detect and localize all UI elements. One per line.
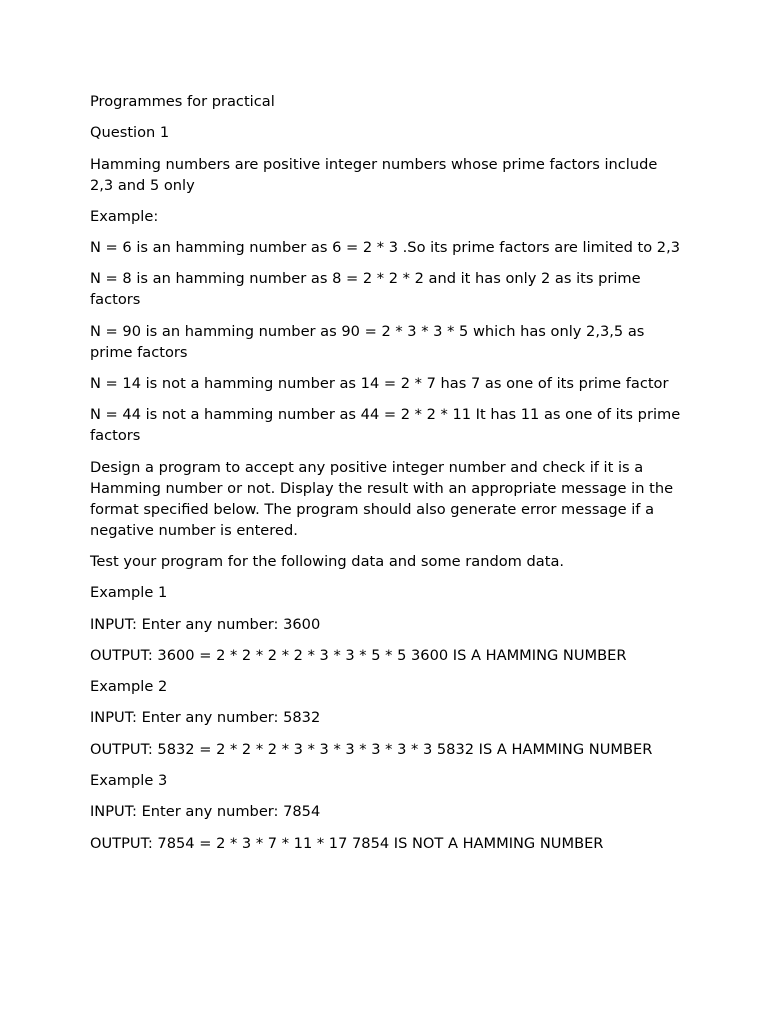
example-output: OUTPUT: 7854 = 2 * 3 * 7 * 11 * 17 7854 IS NOT A HAMMING NUMBER [90,834,604,852]
example-input: INPUT: Enter any number: 3600 [90,615,321,633]
example-paragraph: N = 44 is not a hamming number as 44 = 2 * 2 * 11 It has 11 as one of its prime factors [90,406,681,445]
example-label: Example: [90,207,159,225]
definition-paragraph: Hamming numbers are positive integer numbers whose prime factors include 2,3 and 5 only [90,155,658,194]
document-title: Programmes for practical [90,93,275,110]
example-paragraph: N = 14 is not a hamming number as 14 = 2 * 7 has 7 as one of its prime factor [90,375,669,393]
example-paragraph: N = 8 is an hamming number as 8 = 2 * 2 * 2 and it has only 2 as its prime factors [90,270,641,309]
document-page [90,91,682,864]
example-heading: Example 2 [90,678,168,696]
test-instruction: Test your program for the following data and some random data. [90,552,565,570]
example-input: INPUT: Enter any number: 5832 [90,709,321,727]
question-heading: Question 1 [90,124,170,142]
example-paragraph: N = 90 is an hamming number as 90 = 2 * 3 * 3 * 5 which has only 2,3,5 as prime factors [90,322,645,361]
task-description: Design a program to accept any positive integer number and check if it is a Hamming number or not. Display the result with an appropriate message in the format specified below. The program should also generate error message if a negative number is entered. [90,458,674,539]
example-output: OUTPUT: 3600 = 2 * 2 * 2 * 2 * 3 * 3 * 5 * 5 3600 IS A HAMMING NUMBER [90,646,627,664]
example-heading: Example 1 [90,584,168,602]
example-input: INPUT: Enter any number: 7854 [90,803,321,821]
example-heading: Example 3 [90,772,168,790]
example-paragraph: N = 6 is an hamming number as 6 = 2 * 3 .So its prime factors are limited to 2,3 [90,239,681,257]
example-output: OUTPUT: 5832 = 2 * 2 * 2 * 3 * 3 * 3 * 3 * 3 * 3 5832 IS A HAMMING NUMBER [90,740,653,758]
